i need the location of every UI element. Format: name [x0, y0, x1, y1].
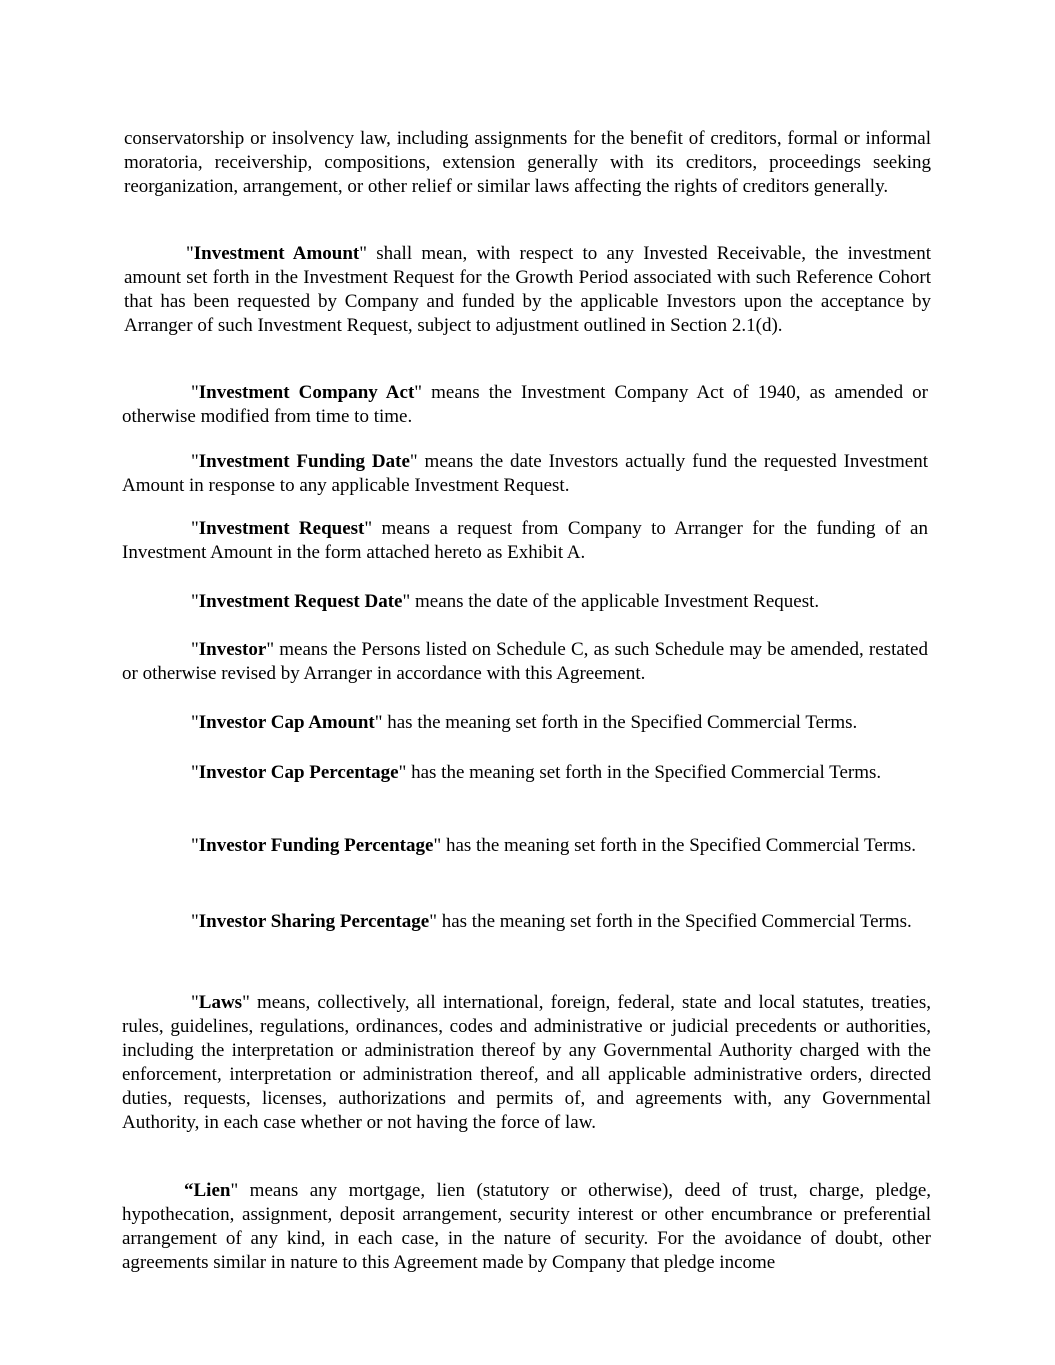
paragraph-conservatorship: [124, 127, 931, 199]
definition-text: has the meaning set forth in the Specified Commercial Terms.: [406, 762, 882, 783]
defined-term: Investment Request: [198, 518, 365, 539]
definition-investment-funding-date: "Investment Funding Date" means the date Investors actually fund the requested Investment Amount in response to any applicable Investment Request.: [122, 451, 928, 496]
defined-term: Laws: [198, 992, 243, 1013]
defined-term: Investment Amount: [193, 243, 360, 264]
defined-term: Investor Cap Percentage: [198, 762, 399, 783]
definition-text: shall mean, with respect to any Invested Receivable, the investment amount set forth in the Investment Request for the Growth Period associated with such Reference Cohort that has been requested by Company and funded by the applicable Investors upon the acceptance by Arranger of such Investment Request, subject to adjustment outlined in Section 2.1(d).: [124, 243, 931, 336]
definition-text: has the meaning set forth in the Specified Commercial Terms.: [382, 712, 858, 733]
definition-investor-sharing-percentage: "Investor Sharing Percentage" has the meaning set forth in the Specified Commercial Terms.: [191, 911, 912, 932]
definition-investment-request: "Investment Request" means a request from Company to Arranger for the funding of an Investment Amount in the form attached hereto as Exhibit A.: [122, 518, 928, 563]
paragraph-text: conservatorship or insolvency law, including assignments for the benefit of creditors, formal or informal moratoria, receivership, compositions, extension generally with its creditors, proceedings seeking reorganization, arrangement, or other relief or similar laws affecting the rights of creditors generally.: [124, 128, 931, 197]
definition-investment-amount: "Investment Amount" shall mean, with respect to any Invested Receivable, the investment amount set forth in the Investment Request for the Growth Period associated with such Reference Cohort that has been requested by Company and funded by the applicable Investors upon the acceptance by Arranger of such Investment Request, subject to adjustment outlined in Section 2.1(d).: [124, 243, 931, 336]
defined-term: Investor Funding Percentage: [198, 835, 434, 856]
definition-laws: "Laws" means, collectively, all international, foreign, federal, state and local statutes, treaties, rules, guidelines, regulations, ordinances, codes and administrative or judicial precedents or authorities, including the interpretation or administration thereof by any Governmental Authority charged with the enforcement, interpretation or administration thereof, and all applicable administrative orders, directed duties, requests, licenses, authorizations and permits of, and agreements with, any Governmental Authority, in each case whether or not having the force of law.: [122, 992, 931, 1133]
definition-investment-company-act: "Investment Company Act" means the Investment Company Act of 1940, as amended or otherwise modified from time to time.: [122, 382, 928, 427]
defined-term: Investment Funding Date: [198, 451, 410, 472]
definition-text: means the Investment Company Act of 1940, as amended or otherwise modified from time to time.: [122, 382, 928, 427]
defined-term: Investment Request Date: [198, 591, 403, 612]
definition-investor: "Investor" means the Persons listed on Schedule C, as such Schedule may be amended, restated or otherwise revised by Arranger in accordance with this Agreement.: [122, 639, 928, 684]
definition-investor-cap-amount: "Investor Cap Amount" has the meaning set forth in the Specified Commercial Terms.: [191, 712, 858, 733]
definition-text: means any mortgage, lien (statutory or otherwise), deed of trust, charge, pledge, hypothecation, assignment, deposit arrangement, security interest or other encumbrance or preferential arrangement of any kind, in each case, in the nature of security. For the avoidance of doubt, other agreements similar in nature to this Agreement made by Company that pledge income: [122, 1180, 931, 1273]
defined-term: Investor: [198, 639, 267, 660]
definition-investor-cap-percentage: "Investor Cap Percentage" has the meaning set forth in the Specified Commercial Terms.: [191, 762, 882, 783]
definition-lien: “Lien" means any mortgage, lien (statutory or otherwise), deed of trust, charge, pledge, hypothecation, assignment, deposit arrangement, security interest or other encumbrance or preferential arrangement of any kind, in each case, in the nature of security. For the avoidance of doubt, other agreements similar in nature to this Agreement made by Company that pledge income: [122, 1180, 931, 1273]
definition-text: means the date Investors actually fund the requested Investment Amount in response to any applicable Investment Request.: [122, 451, 928, 496]
definition-text: means, collectively, all international, foreign, federal, state and local statutes, treaties, rules, guidelines, regulations, ordinances, codes and administrative or judicial precedents or authorities, including the interpretation or administration thereof by any Governmental Authority charged with the enforcement, interpretation or administration thereof, and all applicable administrative orders, directed duties, requests, licenses, authorizations and permits of, and agreements with, any Governmental Authority, in each case whether or not having the force of law.: [122, 992, 931, 1133]
defined-term: Lien: [193, 1180, 231, 1201]
definition-text: means a request from Company to Arranger for the funding of an Investment Amount in the form attached hereto as Exhibit A.: [122, 518, 928, 563]
definition-investment-request-date: "Investment Request Date" means the date of the applicable Investment Request.: [191, 591, 820, 612]
definition-investor-funding-percentage: "Investor Funding Percentage" has the meaning set forth in the Specified Commercial Terms.: [191, 835, 916, 856]
definition-text: has the meaning set forth in the Specified Commercial Terms.: [436, 911, 912, 932]
definition-text: means the Persons listed on Schedule C, as such Schedule may be amended, restated or otherwise revised by Arranger in accordance with this Agreement.: [122, 639, 928, 684]
defined-term: Investor Sharing Percentage: [198, 911, 430, 932]
defined-term: Investment Company Act: [198, 382, 415, 403]
defined-term: Investor Cap Amount: [198, 712, 375, 733]
definition-text: means the date of the applicable Investment Request.: [410, 591, 820, 612]
definition-text: has the meaning set forth in the Specified Commercial Terms.: [441, 835, 916, 856]
